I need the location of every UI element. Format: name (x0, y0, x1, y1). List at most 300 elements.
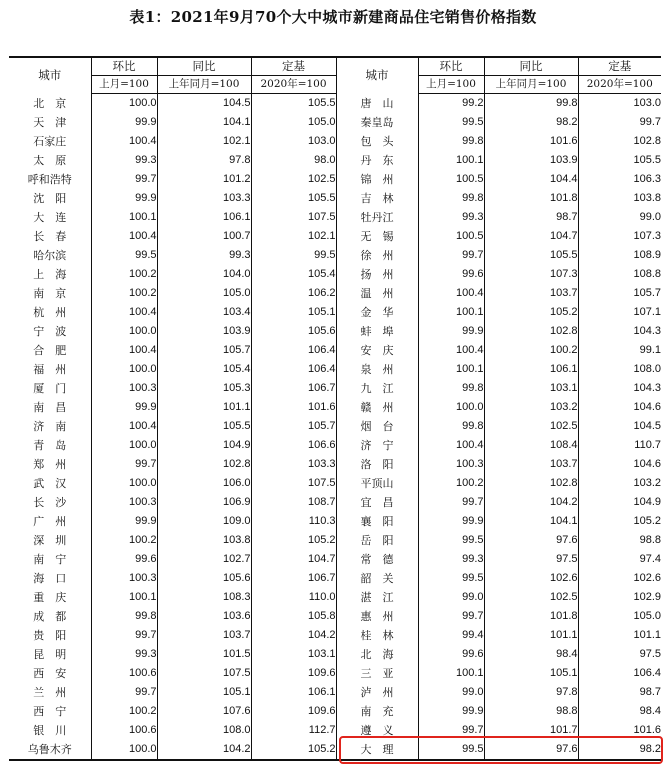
right-mom-value: 99.2 (418, 94, 484, 114)
left-city-name: 南 宁 (9, 550, 91, 569)
right-base-value: 102.6 (633, 572, 661, 584)
left-city-name: 呼和浩特 (9, 170, 91, 189)
right-mom-value: 99.7 (418, 493, 484, 512)
left-yoy-value: 108.0 (157, 721, 251, 740)
right-mom-value: 100.5 (418, 227, 484, 246)
left-yoy-value: 104.9 (157, 436, 251, 455)
right-city-name: 宜 昌 (336, 493, 418, 512)
right-city-name: 泸 州 (336, 683, 418, 702)
right-yoy-value: 100.2 (484, 341, 578, 360)
left-mom-value: 100.1 (91, 588, 157, 607)
right-yoy-value: 105.2 (484, 303, 578, 322)
table-row (9, 303, 661, 322)
right-mom-value: 99.7 (418, 246, 484, 265)
left-base-value: 106.7 (251, 379, 336, 398)
left-city-name: 济 南 (9, 417, 91, 436)
right-yoy-value: 102.6 (484, 569, 578, 588)
right-mom-value: 99.5 (418, 113, 484, 132)
right-mom-value: 99.0 (418, 588, 484, 607)
right-mom-value: 100.1 (418, 303, 484, 322)
table-row (9, 474, 661, 493)
left-base-value: 106.2 (251, 284, 336, 303)
header-city-right: 城市 (336, 57, 418, 94)
left-mom-value: 100.3 (91, 379, 157, 398)
left-yoy-value: 103.7 (157, 626, 251, 645)
right-base-value: 97.5 (639, 648, 661, 660)
left-city-name: 合 肥 (9, 341, 91, 360)
right-base-value: 101.6 (633, 724, 661, 736)
right-mom-value: 100.0 (418, 398, 484, 417)
left-city-name: 太 原 (9, 151, 91, 170)
left-mom-value: 99.9 (91, 113, 157, 132)
right-yoy-value: 102.8 (484, 474, 578, 493)
table-row (9, 626, 661, 645)
left-base-value: 102.1 (251, 227, 336, 246)
left-yoy-value: 101.2 (157, 170, 251, 189)
left-base-value: 110.0 (251, 588, 336, 607)
right-base-value: 104.9 (633, 496, 661, 508)
right-yoy-value: 101.6 (484, 132, 578, 151)
right-yoy-value: 103.7 (484, 455, 578, 474)
left-mom-value: 99.6 (91, 550, 157, 569)
left-base-value: 105.6 (251, 322, 336, 341)
right-base-value: 104.3 (633, 325, 661, 337)
left-mom-value: 100.4 (91, 132, 157, 151)
left-city-name: 乌鲁木齐 (9, 740, 91, 760)
left-city-name: 青 岛 (9, 436, 91, 455)
right-city-name: 秦皇岛 (336, 113, 418, 132)
left-mom-value: 99.3 (91, 151, 157, 170)
left-base-value: 104.7 (251, 550, 336, 569)
left-yoy-value: 103.4 (157, 303, 251, 322)
left-yoy-value: 105.5 (157, 417, 251, 436)
right-base-value: 107.1 (633, 306, 661, 318)
left-mom-value: 100.4 (91, 227, 157, 246)
left-mom-value: 100.2 (91, 265, 157, 284)
right-mom-value: 99.9 (418, 322, 484, 341)
table-title: 表1：2021年9月70个大中城市新建商品住宅销售价格指数 (129, 8, 537, 26)
left-city-name: 贵 阳 (9, 626, 91, 645)
right-city-name: 温 州 (336, 284, 418, 303)
left-city-name: 银 川 (9, 721, 91, 740)
left-city-name: 广 州 (9, 512, 91, 531)
left-yoy-value: 105.7 (157, 341, 251, 360)
left-base-value: 106.6 (251, 436, 336, 455)
left-yoy-value: 102.7 (157, 550, 251, 569)
left-city-name: 哈尔滨 (9, 246, 91, 265)
left-base-value: 109.6 (251, 664, 336, 683)
table-row (9, 493, 661, 512)
left-mom-value: 100.0 (91, 94, 157, 114)
table-row (9, 265, 661, 284)
right-city-name: 湛 江 (336, 588, 418, 607)
left-city-name: 昆 明 (9, 645, 91, 664)
left-base-value: 106.7 (251, 569, 336, 588)
left-base-value: 107.5 (251, 208, 336, 227)
left-yoy-value: 102.1 (157, 132, 251, 151)
left-base-value: 98.0 (251, 151, 336, 170)
left-yoy-value: 106.9 (157, 493, 251, 512)
right-yoy-value: 102.5 (484, 417, 578, 436)
left-city-name: 长 春 (9, 227, 91, 246)
table-row (9, 455, 661, 474)
right-mom-value: 100.4 (418, 284, 484, 303)
left-base-value: 105.7 (251, 417, 336, 436)
right-mom-value: 99.3 (418, 550, 484, 569)
table-row (9, 113, 661, 132)
right-mom-value: 100.4 (418, 436, 484, 455)
right-city-name: 赣 州 (336, 398, 418, 417)
left-base-value: 108.7 (251, 493, 336, 512)
table-row (9, 94, 661, 114)
table-row (9, 664, 661, 683)
left-mom-value: 100.4 (91, 417, 157, 436)
left-mom-value: 99.7 (91, 455, 157, 474)
right-yoy-value: 104.4 (484, 170, 578, 189)
left-mom-value: 100.0 (91, 436, 157, 455)
right-city-name: 锦 州 (336, 170, 418, 189)
left-mom-value: 99.9 (91, 512, 157, 531)
right-yoy-value: 98.8 (484, 702, 578, 721)
right-base-value: 98.4 (639, 705, 661, 717)
table-row (9, 417, 661, 436)
right-yoy-value: 97.8 (484, 683, 578, 702)
left-yoy-value: 105.3 (157, 379, 251, 398)
table-row (9, 398, 661, 417)
right-yoy-value: 101.1 (484, 626, 578, 645)
right-city-name: 扬 州 (336, 265, 418, 284)
right-mom-value: 99.6 (418, 265, 484, 284)
left-mom-value: 100.2 (91, 284, 157, 303)
right-mom-value: 100.1 (418, 360, 484, 379)
table-row (9, 512, 661, 531)
header-yoy-left: 同比 (157, 57, 251, 76)
right-city-name: 牡丹江 (336, 208, 418, 227)
left-yoy-value: 105.1 (157, 683, 251, 702)
left-mom-value: 100.2 (91, 702, 157, 721)
right-yoy-value: 102.8 (484, 322, 578, 341)
left-base-value: 105.2 (251, 531, 336, 550)
right-mom-value: 99.8 (418, 132, 484, 151)
left-yoy-value: 105.0 (157, 284, 251, 303)
right-city-name: 遵 义 (336, 721, 418, 740)
left-city-name: 沈 阳 (9, 189, 91, 208)
right-yoy-value: 101.8 (484, 189, 578, 208)
left-base-value: 103.1 (251, 645, 336, 664)
right-city-name: 洛 阳 (336, 455, 418, 474)
highlight-box (339, 736, 663, 764)
left-mom-value: 100.4 (91, 303, 157, 322)
right-yoy-value: 98.2 (484, 113, 578, 132)
table-row (9, 702, 661, 721)
left-city-name: 杭 州 (9, 303, 91, 322)
right-base-value: 107.3 (633, 230, 661, 242)
right-base-value: 104.6 (633, 458, 661, 470)
right-base-value: 104.5 (633, 420, 661, 432)
right-base-value: 106.4 (633, 667, 661, 679)
right-city-name: 济 宁 (336, 436, 418, 455)
table-row (9, 284, 661, 303)
header-mom-sub-left: 上月=100 (91, 76, 157, 94)
left-base-value: 107.5 (251, 474, 336, 493)
right-yoy-value: 98.7 (484, 208, 578, 227)
header-yoy-sub-right: 上年同月=100 (484, 76, 578, 94)
table-row (9, 189, 661, 208)
left-base-value: 102.5 (251, 170, 336, 189)
right-city-name: 韶 关 (336, 569, 418, 588)
right-base-value: 98.7 (639, 686, 661, 698)
right-mom-value: 99.9 (418, 512, 484, 531)
right-city-name: 南 充 (336, 702, 418, 721)
left-mom-value: 100.3 (91, 493, 157, 512)
left-city-name: 天 津 (9, 113, 91, 132)
table-row (9, 550, 661, 569)
right-base-value: 99.0 (639, 211, 661, 223)
right-base-value: 105.2 (633, 515, 661, 527)
right-mom-value: 99.5 (418, 569, 484, 588)
right-base-value: 103.2 (633, 477, 661, 489)
table-row (9, 379, 661, 398)
header-base-sub-left: 2020年=100 (251, 76, 336, 94)
right-city-name: 唐 山 (336, 94, 418, 114)
right-city-name: 安 庆 (336, 341, 418, 360)
left-city-name: 大 连 (9, 208, 91, 227)
left-city-name: 南 京 (9, 284, 91, 303)
header-mom-left: 环比 (91, 57, 157, 76)
right-mom-value: 99.8 (418, 189, 484, 208)
left-yoy-value: 107.6 (157, 702, 251, 721)
right-city-name: 大 理 (336, 740, 418, 760)
left-mom-value: 100.6 (91, 721, 157, 740)
left-yoy-value: 108.3 (157, 588, 251, 607)
left-mom-value: 100.3 (91, 569, 157, 588)
left-mom-value: 99.9 (91, 398, 157, 417)
right-base-value: 101.1 (633, 629, 661, 641)
left-mom-value: 100.6 (91, 664, 157, 683)
right-city-name: 蚌 埠 (336, 322, 418, 341)
right-yoy-value: 98.4 (484, 645, 578, 664)
table-row (9, 170, 661, 189)
left-yoy-value: 103.9 (157, 322, 251, 341)
left-city-name: 西 宁 (9, 702, 91, 721)
right-mom-value: 100.4 (418, 341, 484, 360)
right-mom-value: 99.9 (418, 702, 484, 721)
table-row (9, 246, 661, 265)
left-mom-value: 99.7 (91, 170, 157, 189)
left-city-name: 南 昌 (9, 398, 91, 417)
left-yoy-value: 104.5 (157, 94, 251, 114)
left-mom-value: 99.7 (91, 683, 157, 702)
left-city-name: 海 口 (9, 569, 91, 588)
table-row (9, 588, 661, 607)
table-row (9, 531, 661, 550)
price-index-table (9, 56, 661, 761)
left-mom-value: 100.0 (91, 322, 157, 341)
right-base-value: 105.7 (633, 287, 661, 299)
right-mom-value: 99.3 (418, 208, 484, 227)
left-mom-value: 99.5 (91, 246, 157, 265)
right-mom-value: 99.8 (418, 417, 484, 436)
right-city-name: 丹 东 (336, 151, 418, 170)
right-city-name: 平顶山 (336, 474, 418, 493)
left-base-value: 105.0 (251, 113, 336, 132)
left-base-value: 99.5 (251, 246, 336, 265)
right-yoy-value: 97.6 (484, 531, 578, 550)
right-city-name: 金 华 (336, 303, 418, 322)
left-city-name: 宁 波 (9, 322, 91, 341)
right-city-name: 三 亚 (336, 664, 418, 683)
right-yoy-value: 101.7 (484, 721, 578, 740)
right-mom-value: 99.4 (418, 626, 484, 645)
table-row (9, 322, 661, 341)
left-mom-value: 100.2 (91, 531, 157, 550)
left-yoy-value: 101.1 (157, 398, 251, 417)
header-base-right: 定基 (578, 57, 661, 76)
right-mom-value: 100.5 (418, 170, 484, 189)
left-base-value: 103.0 (251, 132, 336, 151)
right-base-value: 110.7 (634, 439, 661, 451)
right-mom-value: 100.1 (418, 664, 484, 683)
right-yoy-value: 105.5 (484, 246, 578, 265)
left-mom-value: 100.0 (91, 474, 157, 493)
right-mom-value: 99.5 (418, 531, 484, 550)
left-yoy-value: 104.1 (157, 113, 251, 132)
left-city-name: 武 汉 (9, 474, 91, 493)
left-base-value: 106.4 (251, 360, 336, 379)
right-mom-value: 99.5 (418, 740, 484, 760)
header-mom-right: 环比 (418, 57, 484, 76)
left-yoy-value: 100.7 (157, 227, 251, 246)
table-row (9, 132, 661, 151)
left-base-value: 103.3 (251, 455, 336, 474)
left-mom-value: 99.9 (91, 189, 157, 208)
right-yoy-value: 104.1 (484, 512, 578, 531)
header-city-left: 城市 (9, 57, 91, 94)
left-yoy-value: 103.8 (157, 531, 251, 550)
table-row (9, 683, 661, 702)
right-city-name: 岳 阳 (336, 531, 418, 550)
right-yoy-value: 101.8 (484, 607, 578, 626)
right-city-name: 包 头 (336, 132, 418, 151)
right-yoy-value: 103.2 (484, 398, 578, 417)
left-yoy-value: 104.0 (157, 265, 251, 284)
left-base-value: 106.4 (251, 341, 336, 360)
right-city-name: 惠 州 (336, 607, 418, 626)
table-row (9, 645, 661, 664)
left-yoy-value: 103.3 (157, 189, 251, 208)
right-base-value: 108.9 (633, 249, 661, 261)
left-city-name: 厦 门 (9, 379, 91, 398)
right-base-value: 102.8 (633, 135, 661, 147)
left-mom-value: 100.0 (91, 360, 157, 379)
left-city-name: 长 沙 (9, 493, 91, 512)
right-base-value: 98.2 (578, 740, 661, 760)
right-yoy-value: 103.7 (484, 284, 578, 303)
left-mom-value: 100.1 (91, 208, 157, 227)
table-row (9, 436, 661, 455)
right-base-value: 97.4 (639, 553, 661, 565)
left-yoy-value: 99.3 (157, 246, 251, 265)
left-mom-value: 99.8 (91, 607, 157, 626)
table-row (9, 341, 661, 360)
left-base-value: 106.1 (251, 683, 336, 702)
table-row (9, 208, 661, 227)
right-base-value: 103.8 (633, 192, 661, 204)
right-city-name: 常 德 (336, 550, 418, 569)
left-base-value: 105.1 (251, 303, 336, 322)
left-base-value: 105.4 (251, 265, 336, 284)
left-city-name: 重 庆 (9, 588, 91, 607)
right-base-value: 104.6 (633, 401, 661, 413)
header-yoy-sub-left: 上年同月=100 (157, 76, 251, 94)
left-yoy-value: 101.5 (157, 645, 251, 664)
right-mom-value: 100.1 (418, 151, 484, 170)
right-base-value: 105.5 (633, 154, 661, 166)
left-city-name: 西 安 (9, 664, 91, 683)
right-city-name: 九 江 (336, 379, 418, 398)
right-mom-value: 99.7 (418, 607, 484, 626)
right-city-name: 吉 林 (336, 189, 418, 208)
right-mom-value: 99.6 (418, 645, 484, 664)
left-city-name: 兰 州 (9, 683, 91, 702)
left-yoy-value: 97.8 (157, 151, 251, 170)
left-city-name: 郑 州 (9, 455, 91, 474)
right-yoy-value: 107.3 (484, 265, 578, 284)
right-yoy-value: 97.6 (484, 740, 578, 760)
right-base-value: 103.0 (633, 97, 661, 109)
left-base-value: 101.6 (251, 398, 336, 417)
right-yoy-value: 99.8 (484, 94, 578, 114)
table-row (9, 360, 661, 379)
left-base-value: 104.2 (251, 626, 336, 645)
header-mom-sub-right: 上月=100 (418, 76, 484, 94)
left-city-name: 深 圳 (9, 531, 91, 550)
right-city-name: 泉 州 (336, 360, 418, 379)
left-city-name: 上 海 (9, 265, 91, 284)
right-city-name: 北 海 (336, 645, 418, 664)
right-yoy-value: 103.9 (484, 151, 578, 170)
right-city-name: 烟 台 (336, 417, 418, 436)
left-base-value: 105.5 (251, 189, 336, 208)
left-yoy-value: 103.6 (157, 607, 251, 626)
left-base-value: 105.5 (251, 94, 336, 114)
left-city-name: 石家庄 (9, 132, 91, 151)
right-city-name: 桂 林 (336, 626, 418, 645)
right-yoy-value: 97.5 (484, 550, 578, 569)
left-yoy-value: 109.0 (157, 512, 251, 531)
right-city-name: 徐 州 (336, 246, 418, 265)
left-mom-value: 99.7 (91, 626, 157, 645)
left-yoy-value: 106.0 (157, 474, 251, 493)
left-yoy-value: 107.5 (157, 664, 251, 683)
right-city-name: 无 锡 (336, 227, 418, 246)
left-base-value: 105.8 (251, 607, 336, 626)
right-city-name: 襄 阳 (336, 512, 418, 531)
right-yoy-value: 106.1 (484, 360, 578, 379)
right-mom-value: 99.7 (418, 721, 484, 740)
left-yoy-value: 106.1 (157, 208, 251, 227)
table-row (9, 569, 661, 588)
right-yoy-value: 103.1 (484, 379, 578, 398)
left-city-name: 北 京 (9, 94, 91, 114)
right-mom-value: 99.0 (418, 683, 484, 702)
right-yoy-value: 104.2 (484, 493, 578, 512)
header-base-sub-right: 2020年=100 (578, 76, 661, 94)
right-base-value: 99.7 (639, 116, 661, 128)
left-city-name: 成 都 (9, 607, 91, 626)
header-yoy-right: 同比 (484, 57, 578, 76)
left-mom-value: 99.3 (91, 645, 157, 664)
